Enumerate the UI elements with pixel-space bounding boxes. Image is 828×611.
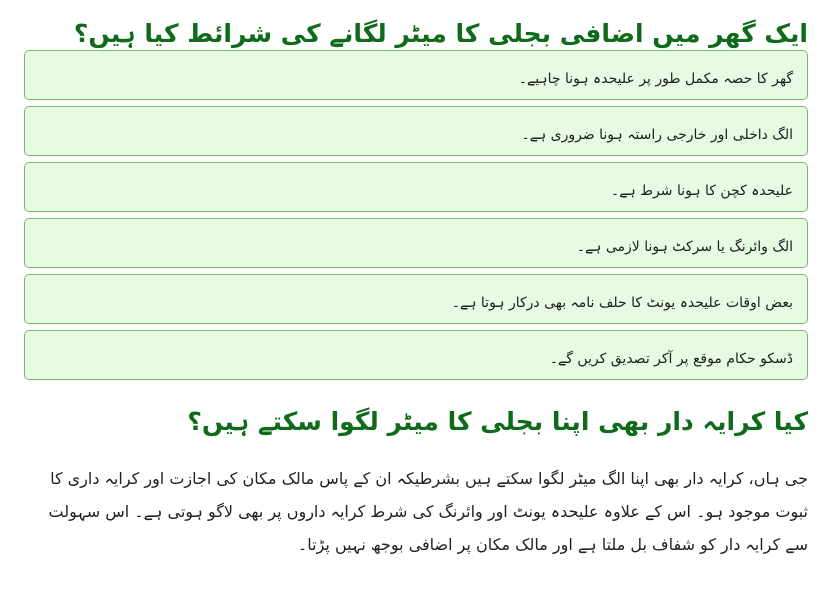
section-heading-tenant-meter: کیا کرایہ دار بھی اپنا بجلی کا میٹر لگوا سکتے ہیں؟ bbox=[187, 407, 808, 436]
condition-item-3: علیحدہ کچن کا ہونا شرط ہے۔ bbox=[24, 162, 808, 212]
condition-item-4: الگ وائرنگ یا سرکٹ ہونا لازمی ہے۔ bbox=[24, 218, 808, 268]
condition-item-6: ڈسکو حکام موقع پر آکر تصدیق کریں گے۔ bbox=[24, 330, 808, 380]
tenant-meter-paragraph: جی ہاں، کرایہ دار بھی اپنا الگ میٹر لگوا سکتے ہیں بشرطیکہ ان کے پاس مالک مکان کی اجازت اور کرایہ داری کا ثبوت موجود ہو۔ اس کے علاوہ علیحدہ یونٹ اور وائرنگ کی شرط کرایہ داروں پر بھی لاگو ہوتی ہے۔ اس سہولت سے کرایہ دار کو شفاف بل ملتا ہے اور مالک مکان پر اضافی بوجھ نہیں پڑتا۔ bbox=[48, 469, 808, 554]
condition-item-1: گھر کا حصہ مکمل طور پر علیحدہ ہونا چاہیے۔ bbox=[24, 50, 808, 100]
conditions-list bbox=[24, 50, 808, 380]
section-heading-meter-conditions: ایک گھر میں اضافی بجلی کا میٹر لگانے کی شرائط کیا ہیں؟ bbox=[73, 19, 808, 48]
condition-item-2: الگ داخلی اور خارجی راستہ ہونا ضروری ہے۔ bbox=[24, 106, 808, 156]
condition-item-5: بعض اوقات علیحدہ یونٹ کا حلف نامہ بھی درکار ہوتا ہے۔ bbox=[24, 274, 808, 324]
